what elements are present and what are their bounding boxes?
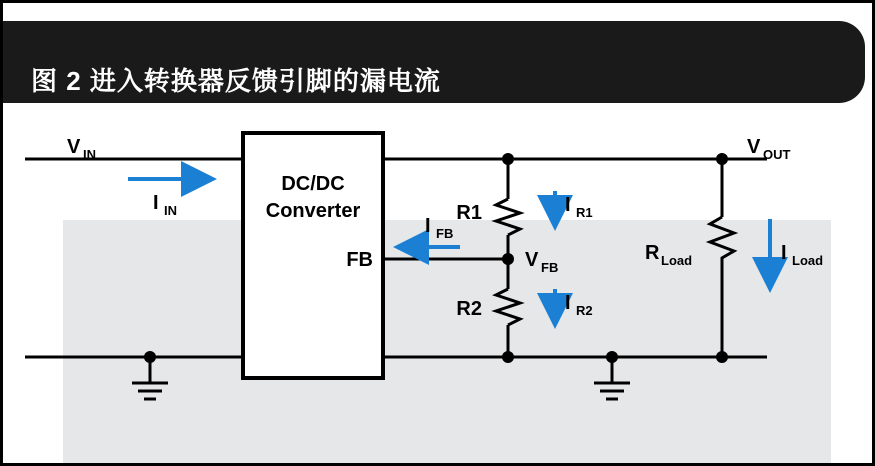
junction-vout	[716, 153, 728, 165]
label-r2: R2	[456, 298, 482, 320]
label-rload	[645, 242, 692, 268]
ground-input	[132, 357, 168, 399]
converter-pin-fb-label: FB	[346, 249, 373, 271]
svg-text:I: I	[565, 292, 571, 314]
svg-text:V: V	[67, 136, 81, 158]
svg-text:Load: Load	[661, 253, 693, 268]
svg-text:V: V	[525, 249, 539, 271]
svg-text:R2: R2	[576, 303, 593, 318]
svg-text:FB: FB	[541, 260, 559, 275]
svg-text:FB: FB	[436, 226, 454, 241]
label-ir1	[565, 194, 593, 220]
svg-text:IN: IN	[164, 203, 177, 218]
junction-vout-divider	[502, 153, 514, 165]
title-banner	[3, 21, 865, 103]
figure-content-area	[25, 107, 853, 445]
label-iload	[781, 242, 823, 268]
converter-label-line1: DC/DC	[281, 173, 345, 195]
resistor-rload-symbol	[710, 217, 734, 287]
label-r1: R1	[456, 202, 482, 224]
label-ifb	[425, 215, 453, 241]
label-ir2	[565, 292, 593, 318]
resistor-r2-symbol	[496, 289, 520, 325]
figure-title: 图 2 进入转换器反馈引脚的漏电流	[31, 66, 441, 96]
junction-divider-gnd	[502, 351, 514, 363]
svg-text:OUT: OUT	[763, 147, 791, 162]
svg-text:I: I	[565, 194, 571, 216]
current-arrows	[128, 179, 770, 325]
svg-text:I: I	[153, 192, 159, 214]
svg-text:I: I	[425, 215, 431, 237]
svg-text:Load: Load	[792, 253, 824, 268]
svg-text:V: V	[747, 136, 761, 158]
label-vfb	[525, 249, 558, 275]
label-iin	[153, 192, 177, 218]
resistor-r1-symbol	[496, 199, 520, 235]
svg-text:I: I	[781, 242, 787, 264]
junction-vfb	[502, 253, 514, 265]
svg-text:R1: R1	[576, 205, 593, 220]
schematic-drawing	[25, 107, 853, 445]
converter-label-line2: Converter	[265, 200, 361, 222]
svg-text:R: R	[645, 242, 660, 264]
svg-text:IN: IN	[83, 147, 96, 162]
junction-load-gnd	[716, 351, 728, 363]
ground-output	[594, 357, 630, 399]
